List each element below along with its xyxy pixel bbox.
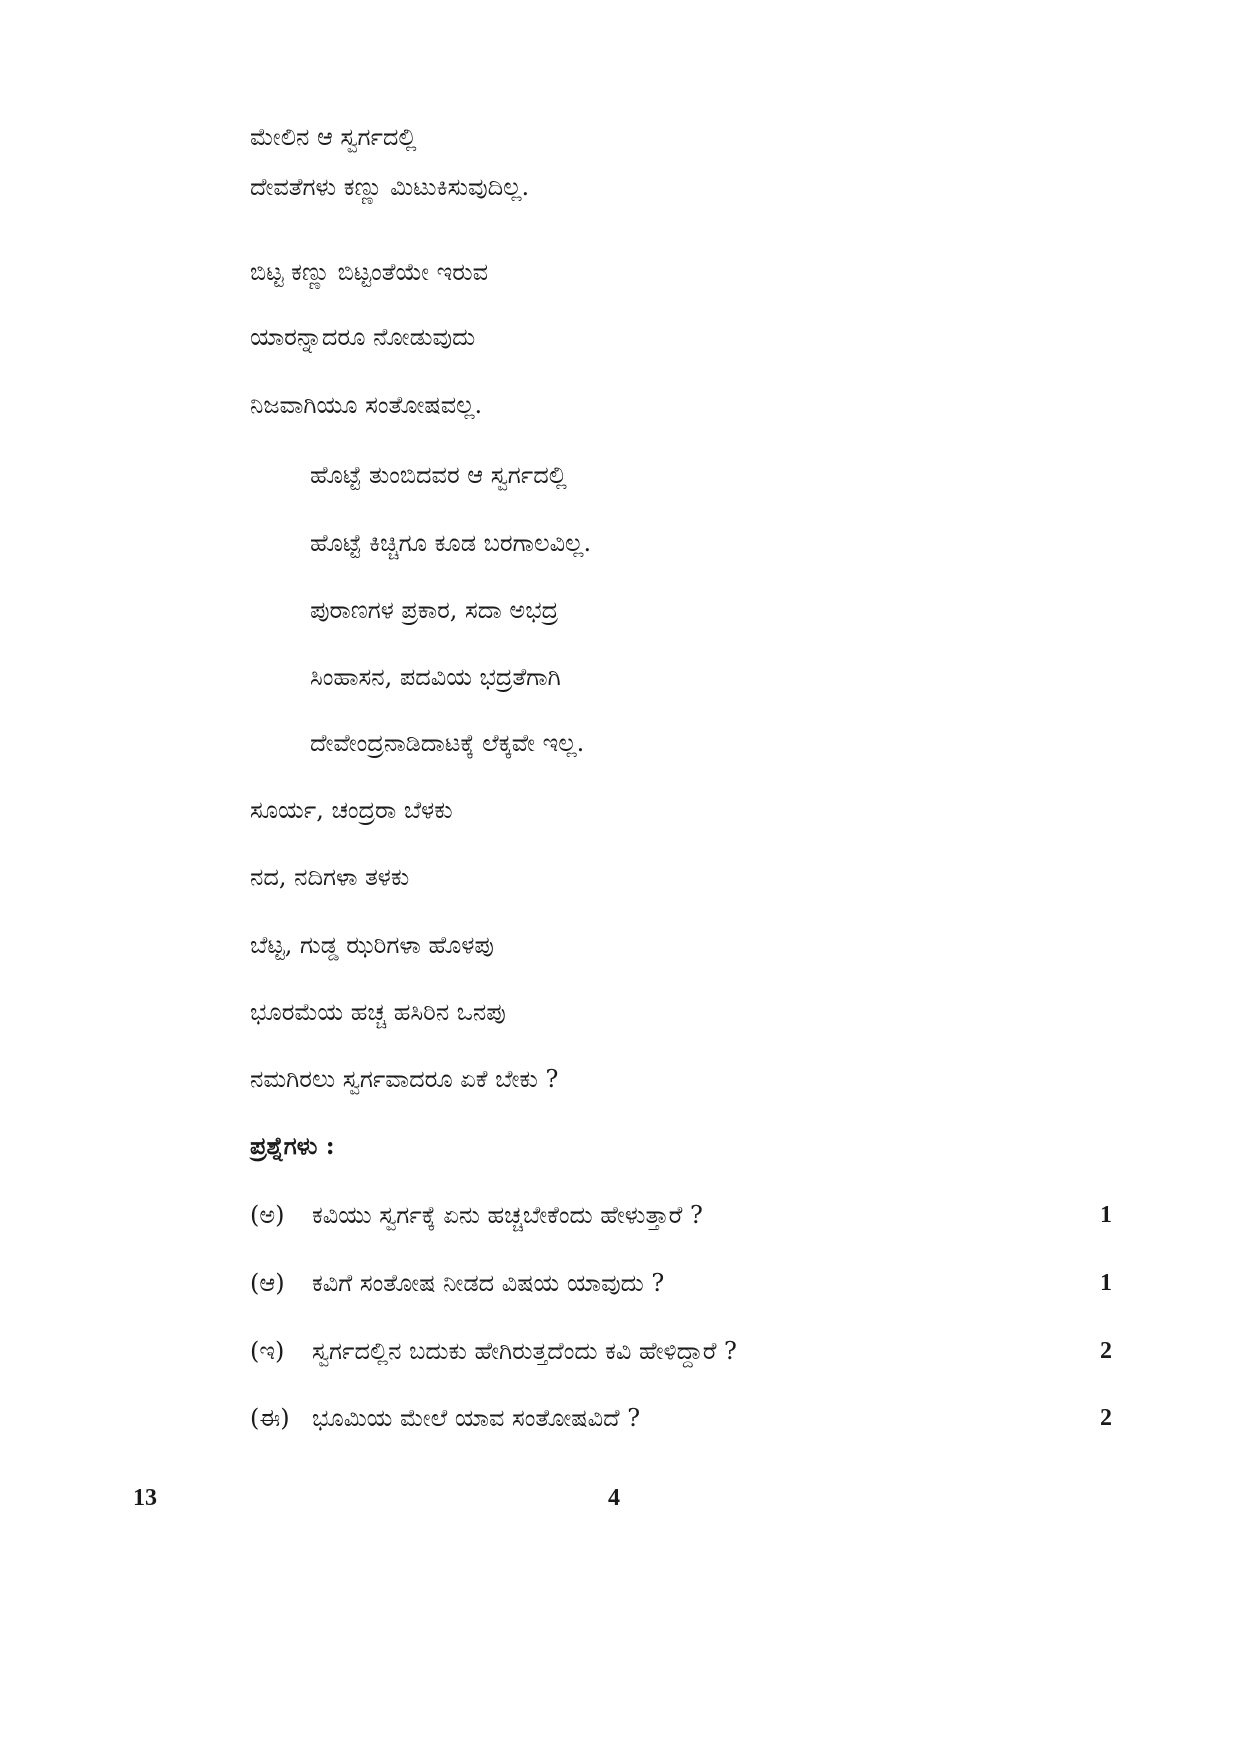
poem-line: ಬಿಟ್ಟ ಕಣ್ಣು ಬಿಟ್ಟಂತೆಯೇ ಇರುವ bbox=[250, 258, 488, 286]
poem-line: ನಿಜವಾಗಿಯೂ ಸಂತೋಷವಲ್ಲ. bbox=[250, 391, 483, 419]
poem-line: ದೇವೇಂದ್ರನಾಡಿದಾಟಕ್ಕೆ ಲೆಕ್ಕವೇ ಇಲ್ಲ. bbox=[310, 729, 585, 757]
poem-line: ಸೂರ್ಯ, ಚಂದ್ರರಾ ಬೆಳಕು bbox=[250, 796, 453, 824]
question-text: ಸ್ವರ್ಗದಲ್ಲಿನ ಬದುಕು ಹೇಗಿರುತ್ತದೆಂದು ಕವಿ ಹೇಳಿದ್ದಾರೆ ? bbox=[312, 1337, 737, 1365]
question-label: (ಇ) bbox=[250, 1337, 285, 1365]
poem-line: ಹೊಟ್ಟೆ ಕಿಚ್ಚಿಗೂ ಕೂಡ ಬರಗಾಲವಿಲ್ಲ. bbox=[310, 529, 592, 557]
question-label: (ಅ) bbox=[250, 1201, 285, 1229]
question-text: ಕವಿಗೆ ಸಂತೋಷ ನೀಡದ ವಿಷಯ ಯಾವುದು ? bbox=[312, 1269, 665, 1297]
poem-line: ಭೂರಮೆಯ ಹಚ್ಚ ಹಸಿರಿನ ಒನಪು bbox=[250, 998, 506, 1026]
poem-line: ನದ, ನದಿಗಳಾ ತಳಕು bbox=[250, 863, 410, 891]
question-marks: 2 bbox=[1100, 1338, 1112, 1364]
question-text: ಕವಿಯು ಸ್ವರ್ಗಕ್ಕೆ ಏನು ಹಚ್ಚಬೇಕೆಂದು ಹೇಳುತ್ತಾರೆ ? bbox=[312, 1201, 703, 1229]
question-marks: 1 bbox=[1100, 1202, 1112, 1228]
poem-line: ಸಿಂಹಾಸನ, ಪದವಿಯ ಭದ್ರತೆಗಾಗಿ bbox=[310, 663, 561, 691]
question-marks: 1 bbox=[1100, 1270, 1112, 1296]
question-text: ಭೂಮಿಯ ಮೇಲೆ ಯಾವ ಸಂತೋಷವಿದೆ ? bbox=[312, 1404, 641, 1432]
poem-line: ಪುರಾಣಗಳ ಪ್ರಕಾರ, ಸದಾ ಅಭದ್ರ bbox=[310, 596, 559, 624]
questions-heading: ಪ್ರಶ್ನೆಗಳು : bbox=[250, 1131, 335, 1160]
poem-line: ದೇವತೆಗಳು ಕಣ್ಣು ಮಿಟುಕಿಸುವುದಿಲ್ಲ. bbox=[250, 173, 530, 201]
poem-line: ನಮಗಿರಲು ಸ್ವರ್ಗವಾದರೂ ಏಕೆ ಬೇಕು ? bbox=[250, 1065, 559, 1093]
paper-code: 13 bbox=[133, 1485, 157, 1511]
page-number: 4 bbox=[608, 1485, 620, 1511]
question-label: (ಆ) bbox=[250, 1269, 285, 1297]
poem-line: ಮೇಲಿನ ಆ ಸ್ವರ್ಗದಲ್ಲಿ bbox=[250, 123, 417, 151]
question-label: (ಈ) bbox=[250, 1404, 290, 1432]
poem-line: ಯಾರನ್ನಾದರೂ ನೋಡುವುದು bbox=[250, 323, 476, 351]
question-marks: 2 bbox=[1100, 1405, 1112, 1431]
poem-line: ಬೆಟ್ಟ, ಗುಡ್ಡ ಝರಿಗಳಾ ಹೊಳಪು bbox=[250, 931, 494, 959]
poem-line: ಹೊಟ್ಟೆ ತುಂಬಿದವರ ಆ ಸ್ವರ್ಗದಲ್ಲಿ bbox=[310, 461, 567, 489]
